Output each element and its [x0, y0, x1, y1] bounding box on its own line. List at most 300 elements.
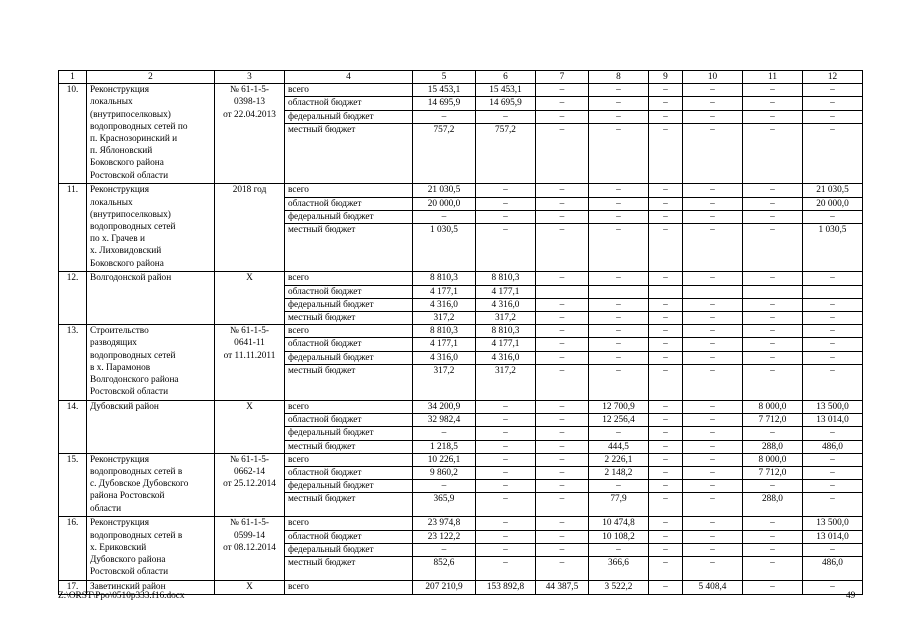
value-cell: 8 000,0 [743, 453, 803, 466]
document-reference-line: 0599-14 [234, 530, 265, 541]
value-cell: – [649, 467, 683, 480]
value-cell: 317,2 [476, 312, 536, 325]
value-cell: – [743, 517, 803, 530]
document-reference [215, 325, 285, 401]
value-cell: – [743, 557, 803, 581]
table-row [59, 325, 863, 338]
value-cell: – [649, 517, 683, 530]
value-cell: – [743, 84, 803, 97]
value-cell: – [413, 110, 476, 123]
value-cell: – [476, 517, 536, 530]
object-name-line: Волгодонской район [90, 273, 172, 284]
object-name-line: в х. Парамонов [90, 362, 151, 373]
value-cell: – [589, 97, 649, 110]
budget-table [58, 70, 863, 595]
value-cell: – [683, 325, 743, 338]
value-cell: – [536, 312, 589, 325]
object-name-line: Ростовской области [90, 170, 169, 181]
funding-source: местный бюджет [285, 123, 413, 184]
row-number: 15. [59, 453, 87, 517]
value-cell: – [683, 440, 743, 453]
object-name-line: водопроводных сетей по [90, 121, 188, 132]
value-cell: – [476, 440, 536, 453]
value-cell: 7 712,0 [743, 414, 803, 427]
value-cell: – [683, 364, 743, 400]
value-cell: 15 453,1 [413, 84, 476, 97]
object-name-line: локальных [90, 197, 133, 208]
document-reference [215, 401, 285, 454]
value-cell: – [683, 557, 743, 581]
value-cell: 366,6 [589, 557, 649, 581]
value-cell: – [589, 224, 649, 272]
document-reference-line: Х [246, 273, 253, 284]
value-cell: – [589, 351, 649, 364]
value-cell: 8 810,3 [413, 325, 476, 338]
value-cell: 15 453,1 [476, 84, 536, 97]
value-cell: – [743, 325, 803, 338]
document-reference-line: № 61-1-5- [229, 454, 270, 465]
value-cell: 10 474,8 [589, 517, 649, 530]
value-cell: – [649, 123, 683, 184]
value-cell: – [413, 480, 476, 493]
object-name [87, 272, 215, 325]
value-cell: 9 860,2 [413, 467, 476, 480]
funding-source: всего [285, 325, 413, 338]
value-cell: – [683, 493, 743, 517]
value-cell: – [743, 543, 803, 556]
value-cell: 486,0 [803, 557, 863, 581]
funding-source: федеральный бюджет [285, 210, 413, 223]
value-cell: – [683, 84, 743, 97]
value-cell: – [683, 530, 743, 543]
value-cell: – [589, 364, 649, 400]
funding-source: областной бюджет [285, 338, 413, 351]
funding-source: областной бюджет [285, 467, 413, 480]
value-cell: – [536, 351, 589, 364]
value-cell: 10 108,2 [589, 530, 649, 543]
document-reference-line: № 61-1-5- [229, 85, 270, 96]
header-row [59, 71, 863, 84]
value-cell: – [413, 427, 476, 440]
value-cell: – [536, 298, 589, 311]
value-cell: – [683, 401, 743, 414]
value-cell: – [803, 467, 863, 480]
value-cell: – [536, 440, 589, 453]
funding-source: всего [285, 272, 413, 285]
value-cell: 4 177,1 [413, 285, 476, 298]
value-cell: – [476, 210, 536, 223]
object-name-line: Реконструкция [90, 518, 150, 529]
funding-source: всего [285, 453, 413, 466]
document-reference-line: № 61-1-5- [229, 326, 270, 337]
value-cell: – [536, 110, 589, 123]
value-cell: – [649, 557, 683, 581]
value-cell: – [649, 224, 683, 272]
value-cell: – [803, 581, 863, 595]
value-cell: – [536, 427, 589, 440]
value-cell: – [649, 184, 683, 197]
document-reference-line: 0641-11 [234, 338, 265, 349]
value-cell: 1 218,5 [413, 440, 476, 453]
value-cell: – [803, 427, 863, 440]
funding-source: областной бюджет [285, 414, 413, 427]
value-cell: 852,6 [413, 557, 476, 581]
value-cell: – [589, 84, 649, 97]
value-cell: 13 500,0 [803, 517, 863, 530]
funding-source: федеральный бюджет [285, 298, 413, 311]
value-cell: 4 316,0 [413, 298, 476, 311]
value-cell: 34 200,9 [413, 401, 476, 414]
document-reference-line: 2018 год [232, 185, 267, 196]
document-reference-line: от 08.12.2014 [223, 542, 276, 553]
funding-source: местный бюджет [285, 364, 413, 400]
funding-source: федеральный бюджет [285, 480, 413, 493]
value-cell: – [803, 493, 863, 517]
value-cell: 4 177,1 [476, 285, 536, 298]
value-cell: – [683, 338, 743, 351]
value-cell: – [589, 272, 649, 285]
object-name-line: водопроводных сетей в [90, 530, 183, 541]
table-row [59, 272, 863, 285]
funding-source: федеральный бюджет [285, 427, 413, 440]
funding-source: областной бюджет [285, 97, 413, 110]
header-cell: 3 [215, 71, 285, 84]
object-name-line: Дубовского района [90, 555, 166, 566]
value-cell: – [589, 123, 649, 184]
value-cell: – [743, 338, 803, 351]
value-cell: – [476, 414, 536, 427]
value-cell: – [476, 493, 536, 517]
funding-source: федеральный бюджет [285, 351, 413, 364]
value-cell: – [803, 351, 863, 364]
value-cell: 1 030,5 [413, 224, 476, 272]
document-reference-line: 0662-14 [234, 467, 265, 478]
value-cell: 288,0 [743, 493, 803, 517]
value-cell: – [589, 480, 649, 493]
value-cell: – [536, 414, 589, 427]
value-cell: – [536, 517, 589, 530]
value-cell: – [589, 427, 649, 440]
value-cell: – [649, 427, 683, 440]
value-cell: – [536, 184, 589, 197]
value-cell: – [649, 110, 683, 123]
value-cell: – [536, 123, 589, 184]
value-cell: 4 177,1 [476, 338, 536, 351]
value-cell: 444,5 [589, 440, 649, 453]
value-cell: 7 712,0 [743, 467, 803, 480]
value-cell: – [743, 197, 803, 210]
value-cell: 486,0 [803, 440, 863, 453]
object-name-line: (внутрипоселковых) [90, 209, 171, 220]
object-name-line: Реконструкция [90, 454, 150, 465]
value-cell: – [683, 298, 743, 311]
value-cell: – [536, 325, 589, 338]
value-cell: 3 522,2 [589, 581, 649, 595]
value-cell: – [683, 517, 743, 530]
value-cell: – [476, 543, 536, 556]
value-cell: 8 000,0 [743, 401, 803, 414]
value-cell: – [743, 530, 803, 543]
value-cell: – [803, 298, 863, 311]
value-cell: 14 695,9 [413, 97, 476, 110]
value-cell: – [683, 351, 743, 364]
value-cell: 20 000,0 [413, 197, 476, 210]
document-reference [215, 453, 285, 517]
value-cell: – [683, 210, 743, 223]
header-cell: 11 [743, 71, 803, 84]
value-cell: – [803, 325, 863, 338]
header-cell: 12 [803, 71, 863, 84]
value-cell: 4 177,1 [413, 338, 476, 351]
value-cell: – [743, 110, 803, 123]
object-name-line: п. Краснозоринский и [90, 134, 178, 145]
value-cell: 77,9 [589, 493, 649, 517]
value-cell: – [743, 184, 803, 197]
value-cell: – [589, 184, 649, 197]
value-cell: 32 982,4 [413, 414, 476, 427]
header-cell: 9 [649, 71, 683, 84]
funding-source: местный бюджет [285, 224, 413, 272]
value-cell: 5 408,4 [683, 581, 743, 595]
value-cell: – [536, 480, 589, 493]
value-cell: – [743, 224, 803, 272]
table-row [59, 184, 863, 197]
value-cell: – [803, 543, 863, 556]
value-cell: – [649, 84, 683, 97]
value-cell: – [743, 581, 803, 595]
document-reference [215, 517, 285, 581]
value-cell: – [476, 427, 536, 440]
value-cell: – [476, 197, 536, 210]
value-cell: – [803, 123, 863, 184]
value-cell: 21 030,5 [803, 184, 863, 197]
value-cell [536, 285, 589, 298]
value-cell: – [803, 312, 863, 325]
value-cell: 23 122,2 [413, 530, 476, 543]
document-reference [215, 184, 285, 272]
object-name-line: Боковского района [90, 158, 164, 169]
value-cell: 757,2 [476, 123, 536, 184]
document-reference [215, 581, 285, 595]
funding-source: областной бюджет [285, 197, 413, 210]
value-cell: 317,2 [413, 312, 476, 325]
value-cell: 8 810,3 [413, 272, 476, 285]
value-cell: 317,2 [476, 364, 536, 400]
row-number: 17. [59, 581, 87, 595]
value-cell: – [649, 414, 683, 427]
value-cell: – [649, 197, 683, 210]
header-cell: 4 [285, 71, 413, 84]
value-cell: – [649, 453, 683, 466]
value-cell: – [803, 84, 863, 97]
value-cell: – [683, 414, 743, 427]
value-cell: – [649, 351, 683, 364]
table-row [59, 453, 863, 466]
value-cell: – [589, 312, 649, 325]
value-cell: – [649, 364, 683, 400]
value-cell: 2 148,2 [589, 467, 649, 480]
funding-source: местный бюджет [285, 493, 413, 517]
value-cell: – [683, 312, 743, 325]
value-cell: 153 892,8 [476, 581, 536, 595]
funding-source: всего [285, 517, 413, 530]
value-cell: 317,2 [413, 364, 476, 400]
value-cell: – [589, 543, 649, 556]
funding-source: федеральный бюджет [285, 110, 413, 123]
value-cell: – [476, 224, 536, 272]
value-cell: – [476, 557, 536, 581]
value-cell: 20 000,0 [803, 197, 863, 210]
value-cell: – [536, 197, 589, 210]
funding-source: областной бюджет [285, 530, 413, 543]
value-cell: 23 974,8 [413, 517, 476, 530]
value-cell: – [683, 224, 743, 272]
value-cell: – [413, 543, 476, 556]
value-cell: – [649, 493, 683, 517]
value-cell [743, 285, 803, 298]
header-cell: 2 [87, 71, 215, 84]
object-name-line: х. Ериковский [90, 542, 147, 553]
value-cell: – [683, 480, 743, 493]
value-cell: – [683, 97, 743, 110]
object-name [87, 453, 215, 517]
row-number: 11. [59, 184, 87, 272]
object-name-line: Строительство [90, 326, 149, 337]
value-cell [683, 285, 743, 298]
value-cell: – [743, 210, 803, 223]
value-cell: – [536, 338, 589, 351]
object-name-line: водопроводных сетей [90, 222, 176, 233]
value-cell: – [743, 272, 803, 285]
document-reference-line: Х [246, 582, 253, 593]
value-cell: 4 316,0 [476, 298, 536, 311]
value-cell: – [683, 123, 743, 184]
object-name-line: с. Дубовское Дубовского [90, 479, 189, 490]
value-cell: 4 316,0 [476, 351, 536, 364]
document-reference-line: № 61-1-5- [229, 518, 270, 529]
value-cell: – [683, 543, 743, 556]
value-cell: – [803, 364, 863, 400]
object-name-line: Боковского района [90, 258, 164, 269]
value-cell: – [536, 210, 589, 223]
value-cell: – [589, 110, 649, 123]
footer-page-number: 49 [846, 591, 856, 601]
value-cell: – [683, 110, 743, 123]
value-cell: – [803, 272, 863, 285]
object-name-line: локальных [90, 97, 133, 108]
value-cell: 10 226,1 [413, 453, 476, 466]
value-cell: – [649, 325, 683, 338]
value-cell: – [476, 401, 536, 414]
table-row [59, 517, 863, 530]
table-row [59, 84, 863, 97]
value-cell: – [743, 123, 803, 184]
value-cell: – [649, 97, 683, 110]
value-cell: 288,0 [743, 440, 803, 453]
row-number: 16. [59, 517, 87, 581]
funding-source: всего [285, 184, 413, 197]
object-name-line: Реконструкция [90, 185, 150, 196]
value-cell: 21 030,5 [413, 184, 476, 197]
value-cell [649, 285, 683, 298]
object-name-line: разводящих [90, 338, 137, 349]
value-cell: – [589, 325, 649, 338]
value-cell: 44 387,5 [536, 581, 589, 595]
value-cell: – [649, 480, 683, 493]
value-cell: – [589, 210, 649, 223]
value-cell: 8 810,3 [476, 272, 536, 285]
value-cell: – [413, 210, 476, 223]
value-cell: – [536, 543, 589, 556]
funding-source: всего [285, 84, 413, 97]
value-cell: – [476, 110, 536, 123]
document-reference [215, 272, 285, 325]
value-cell: – [683, 453, 743, 466]
value-cell: – [803, 97, 863, 110]
value-cell: – [683, 467, 743, 480]
value-cell: 13 014,0 [803, 414, 863, 427]
object-name-line: водопроводных сетей [90, 350, 176, 361]
value-cell: 1 030,5 [803, 224, 863, 272]
value-cell: – [536, 467, 589, 480]
value-cell: 8 810,3 [476, 325, 536, 338]
value-cell: – [476, 184, 536, 197]
value-cell: – [649, 312, 683, 325]
value-cell: 13 014,0 [803, 530, 863, 543]
document-reference [215, 84, 285, 184]
value-cell: – [649, 210, 683, 223]
value-cell: 14 695,9 [476, 97, 536, 110]
value-cell: – [649, 581, 683, 595]
object-name-line: х. Лиховидовский [90, 246, 162, 257]
value-cell: – [743, 427, 803, 440]
object-name-line: (внутрипоселковых) [90, 109, 171, 120]
object-name-line: п. Яблоновский [90, 146, 153, 157]
object-name [87, 184, 215, 272]
object-name-line: Заветинский район [90, 582, 166, 593]
value-cell: – [476, 453, 536, 466]
value-cell: – [476, 480, 536, 493]
document-reference-line: 0398-13 [234, 97, 265, 108]
object-name-line: Ростовской области [90, 387, 169, 398]
value-cell: 365,9 [413, 493, 476, 517]
table-row [59, 401, 863, 414]
value-cell: – [683, 184, 743, 197]
value-cell: – [589, 298, 649, 311]
value-cell: 4 316,0 [413, 351, 476, 364]
value-cell: – [803, 110, 863, 123]
header-cell: 1 [59, 71, 87, 84]
value-cell: – [649, 298, 683, 311]
object-name-line: района Ростовской [90, 491, 165, 502]
value-cell: – [649, 440, 683, 453]
object-name-line: Волгодонского района [90, 375, 179, 386]
object-name [87, 517, 215, 581]
row-number: 12. [59, 272, 87, 325]
value-cell: – [743, 97, 803, 110]
value-cell: – [803, 480, 863, 493]
value-cell: – [536, 453, 589, 466]
funding-source: местный бюджет [285, 312, 413, 325]
funding-source: всего [285, 401, 413, 414]
value-cell: – [536, 97, 589, 110]
value-cell: – [803, 338, 863, 351]
value-cell: – [649, 543, 683, 556]
value-cell: 12 256,4 [589, 414, 649, 427]
value-cell: – [589, 197, 649, 210]
funding-source: всего [285, 581, 413, 595]
object-name-line: водопроводных сетей в [90, 467, 183, 478]
